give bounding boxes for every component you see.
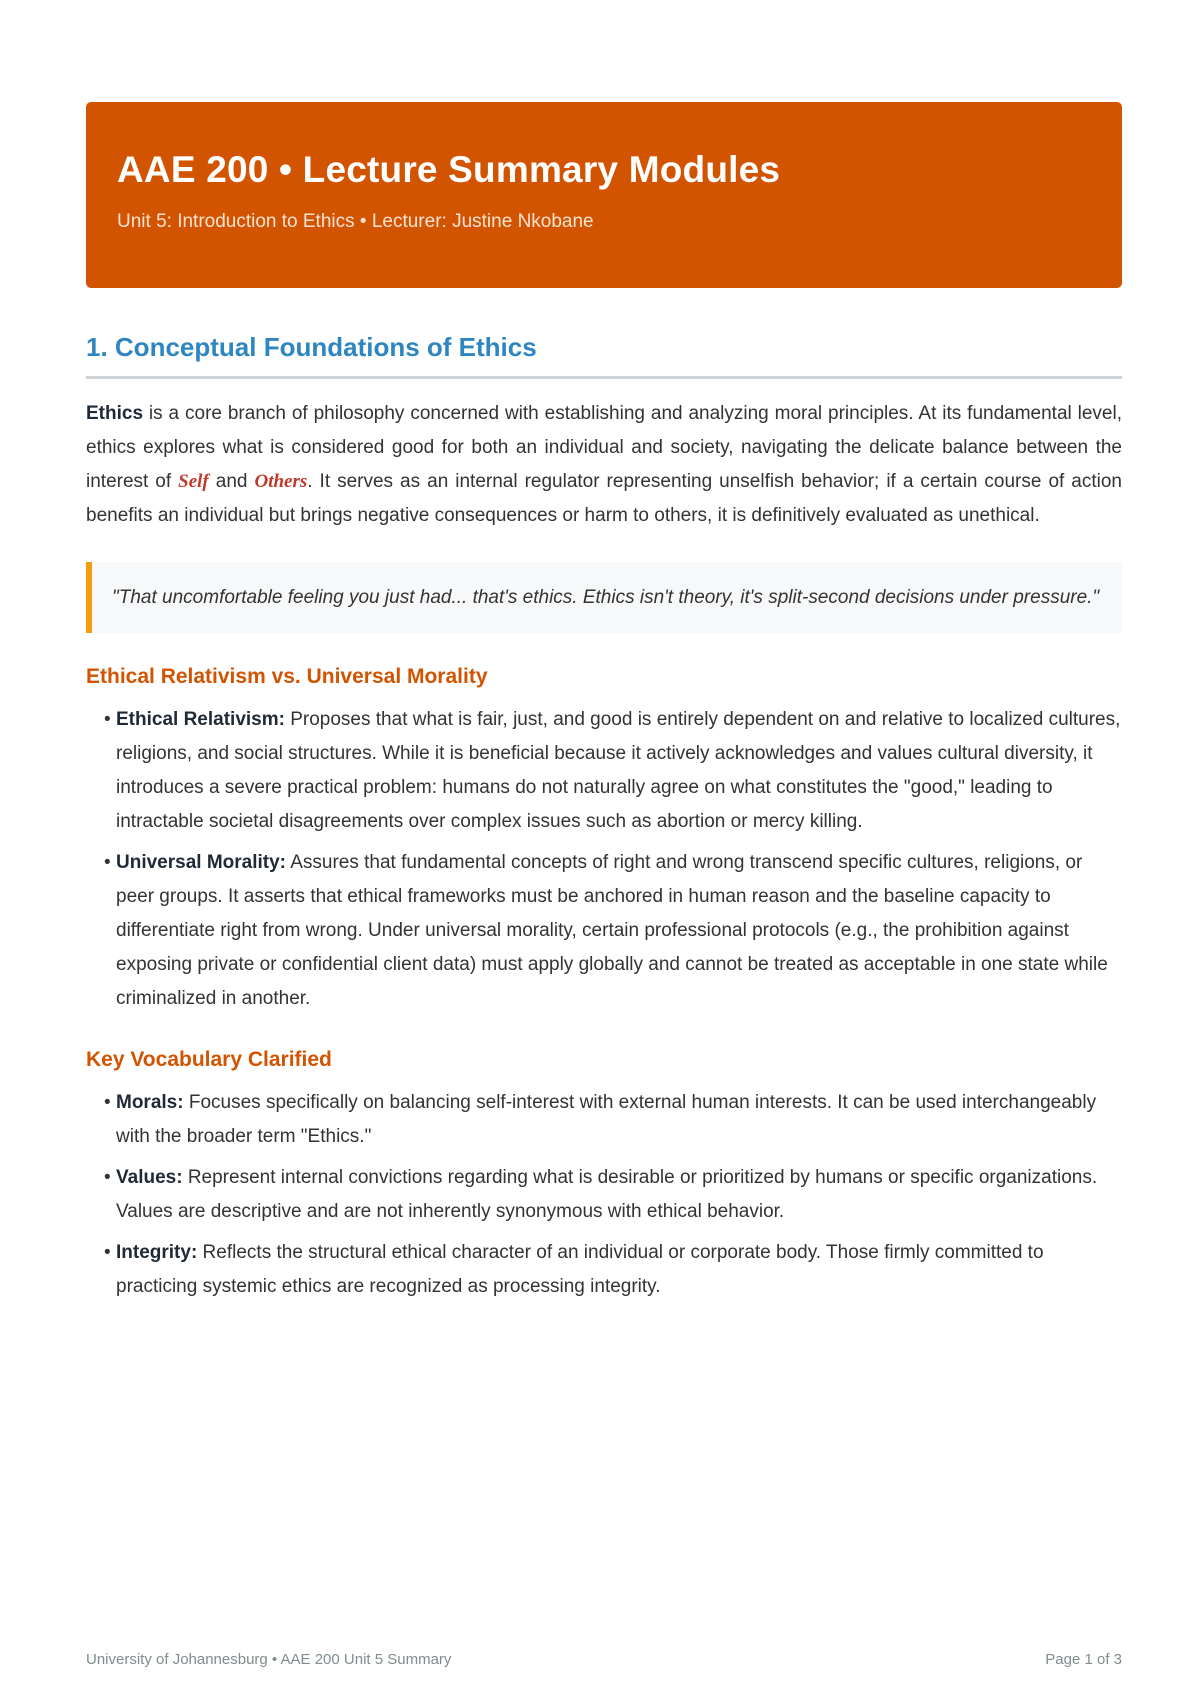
- vocabulary-heading: Key Vocabulary Clarified: [86, 1048, 332, 1071]
- relativism-list: [86, 703, 1122, 1016]
- intro-paragraph: [86, 397, 1122, 533]
- vocabulary-list: [86, 1086, 1122, 1304]
- header-banner: [86, 102, 1122, 288]
- list-item: [116, 1236, 1122, 1304]
- list-item-text: Assures that fundamental concepts of right and wrong transcend specific cultures, religions, or peer groups. It asserts that ethical frameworks must be anchored in human reason and the baseline capacity to differentiate right from wrong. Under universal morality, certain professional protocols (e.g., the prohibition against exposing private or confidential client data) must apply globally and cannot be treated as acceptable in one state while criminalized in another.: [116, 852, 1108, 1009]
- list-item-term: Morals:: [116, 1092, 184, 1113]
- list-item: [116, 1086, 1122, 1154]
- list-item-text: Focuses specifically on balancing self-interest with external human interests. It can be used interchangeably with the broader term "Ethics.": [116, 1092, 1097, 1147]
- list-item: [116, 846, 1122, 1016]
- footer-source: University of Johannesburg • AAE 200 Unit 5 Summary: [86, 1651, 452, 1668]
- others-term: Others: [254, 471, 308, 492]
- list-item-term: Integrity:: [116, 1242, 198, 1263]
- intro-text-1: is a core branch of philosophy concerned with establishing and analyzing moral principles. At its fundamental level, ethics explores what is considered good for both an individual and society, navigating the delicate balance between the interest of: [86, 403, 1122, 492]
- section-heading: 1. Conceptual Foundations of Ethics: [86, 330, 1122, 379]
- list-item-term: Universal Morality:: [116, 852, 286, 873]
- main-content: [86, 330, 1122, 1311]
- intro-text-3: . It serves as an internal regulator representing unselfish behavior; if a certain course of action benefits an individual but brings negative consequences or harm to others, it is definitively evaluated as unethical.: [86, 471, 1122, 526]
- list-item-text: Represent internal convictions regarding what is desirable or prioritized by humans or specific organizations. Values are descriptive and are not inherently synonymous with ethical behavior.: [116, 1167, 1098, 1222]
- list-item-term: Values:: [116, 1167, 183, 1188]
- page-number: Page 1 of 3: [1045, 1651, 1122, 1668]
- list-item-term: Ethical Relativism:: [116, 709, 285, 730]
- document-title: AAE 200 • Lecture Summary Modules: [117, 149, 781, 190]
- document-subtitle: Unit 5: Introduction to Ethics • Lecturer: Justine Nkobane: [117, 211, 594, 232]
- intro-text-2: and: [208, 471, 255, 492]
- list-item-text: Reflects the structural ethical character of an individual or corporate body. Those firmly committed to practicing systemic ethics are recognized as processing integrity.: [116, 1242, 1044, 1297]
- quote-block: "That uncomfortable feeling you just had... that's ethics. Ethics isn't theory, it's split-second decisions under pressure.": [86, 562, 1122, 633]
- list-item: [116, 1161, 1122, 1229]
- list-item-text: Proposes that what is fair, just, and good is entirely dependent on and relative to localized cultures, religions, and social structures. While it is beneficial because it actively acknowledges and values cultural diversity, it introduces a severe practical problem: humans do not naturally agree on what constitutes the "good," leading to intractable societal disagreements over complex issues such as abortion or mercy killing.: [116, 709, 1121, 832]
- lead-term: Ethics: [86, 403, 144, 424]
- list-item: [116, 703, 1122, 839]
- self-term: Self: [178, 471, 209, 492]
- relativism-heading: Ethical Relativism vs. Universal Morality: [86, 665, 488, 688]
